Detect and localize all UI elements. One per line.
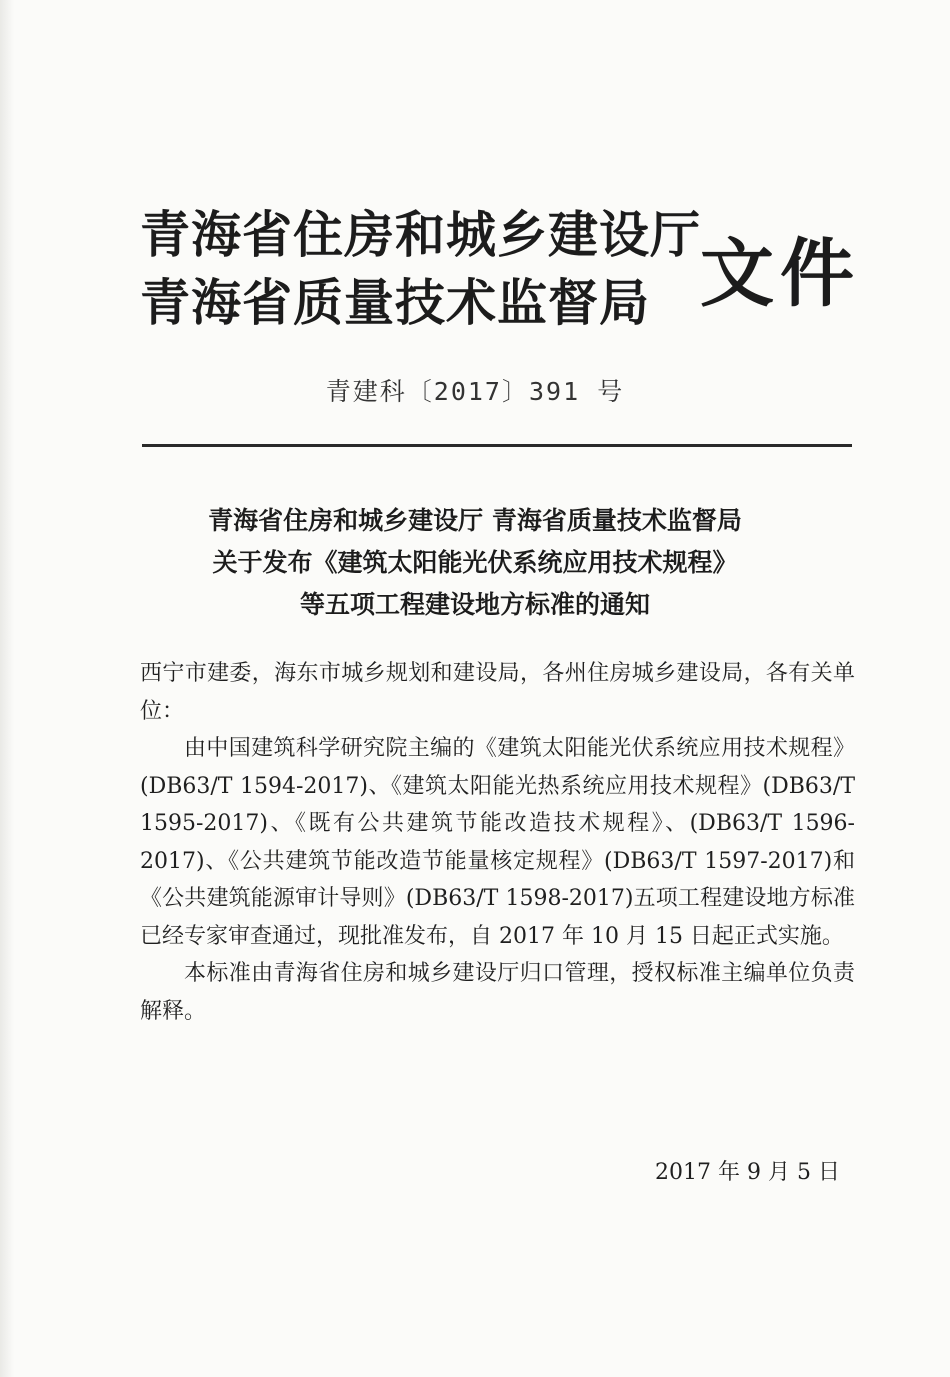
issuer-line-2: 青海省质量技术监督局 xyxy=(140,274,650,332)
document-number: 青建科〔2017〕391 号 xyxy=(325,377,625,406)
issuer-line-1: 青海省住房和城乡建设厅 xyxy=(140,206,701,264)
document-word: 文件 xyxy=(700,231,860,317)
header-divider xyxy=(142,444,852,447)
notice-title xyxy=(100,500,850,626)
issue-date: 2017 年 9 月 5 日 xyxy=(655,1160,840,1185)
body-paragraph-1: 由中国建筑科学研究院主编的《建筑太阳能光伏系统应用技术规程》(DB63/T 1594-2017)、《建筑太阳能光热系统应用技术规程》(DB63/T 1595-2017)、《既有公共建筑节能改造技术规程》、(DB63/T 1596-2017)、《公共建筑节能改造节能量核定规程》(DB63/T 1597-2017)和《公共建筑能源审计导则》(DB63/T 1598-2017)五项工程建设地方标准已经专家审查通过，现批准发布，自 2017 年 10 月 15 日起正式实施。 xyxy=(140,736,855,949)
title-line-2: 关于发布《建筑太阳能光伏系统应用技术规程》 xyxy=(212,548,738,577)
notice-body xyxy=(140,655,855,1030)
body-paragraph-2: 本标准由青海省住房和城乡建设厅归口管理，授权标准主编单位负责解释。 xyxy=(140,961,855,1024)
scan-edge xyxy=(0,0,14,1377)
title-line-3: 等五项工程建设地方标准的通知 xyxy=(299,590,650,619)
document-header xyxy=(140,205,860,345)
addressee: 西宁市建委，海东市城乡规划和建设局，各州住房城乡建设局，各有关单位： xyxy=(140,661,855,724)
title-line-1: 青海省住房和城乡建设厅 青海省质量技术监督局 xyxy=(208,506,742,535)
